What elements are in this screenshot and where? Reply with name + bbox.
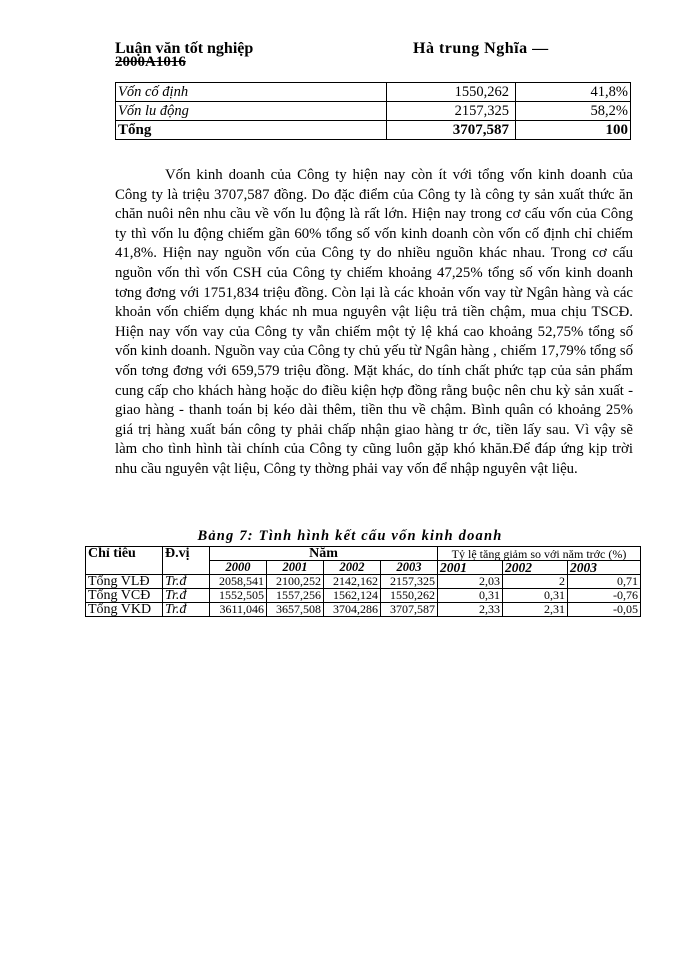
- cell-value: 3611,046: [210, 603, 267, 617]
- row-percent: 100: [516, 121, 631, 140]
- row-name: Tổng VKD: [86, 603, 163, 617]
- cell-ratio: -0,05: [568, 603, 641, 617]
- table-row: [116, 102, 631, 121]
- body-paragraph: Vốn kinh doanh của Công ty hiện nay còn ít với tổng vốn kinh doanh của Công ty là triệu 3707,587 đồng. Do đặc điểm của Công ty là công ty sản xuất thức ăn chăn nuôi nên nhu cầu về vốn lu động là rất lớn. Hiện nay trong cơ cấu vốn của Công ty thì vốn lu động chiếm gần 60% tổng số vốn kinh doanh còn vốn cố định chỉ chiếm 41,8%. Hiện nay nguồn vốn của Công ty do nhiều nguồn khác nhau. Trong cơ cấu nguồn vốn thì vốn CSH của Công ty chiếm khoảng 47,25% tổng số vốn kinh doanh tơng đơng với 1751,834 triệu đồng. Còn lại là các khoản vốn vay từ Ngân hàng và các khoản vốn chiếm dụng khác nh mua nguyên vật liệu trả tiền chậm, mua chịu TSCĐ. Hiện nay vốn vay của Công ty vẫn chiếm một tỷ lệ khá cao khoảng 52,75% tổng số vốn kinh doanh. Nguồn vay của Công ty chủ yếu từ Ngân hàng , chiếm 17,79% tổng số vốn tơng đơng với 659,579 triệu đồng. Mặt khác, do tính chất phức tạp của sản phẩm cung cấp cho khách hàng hoặc do điều kiện hợp đồng rằng buộc nên chu kỳ sản xuất - giao hàng - thanh toán bị kéo dài thêm, tiền thu về chậm. Bình quân có khoảng 25% giá trị hàng xuất bán công ty phải chấp nhận giao hàng tr ớc, tiền lấy sau. Vì vậy sẽ làm cho tình hình tài chính của Công ty cũng luôn gặp khó khăn.Để đáp ứng kịp trời nhu cầu nguyên vật liệu, Công ty thờng phải vay vốn để nhập nguyên vật liệu.: [115, 167, 633, 477]
- row-unit: Tr.đ: [163, 575, 210, 589]
- row-label: Vốn lu động: [116, 102, 387, 121]
- row-label: Vốn cố định: [116, 83, 387, 102]
- ratio-year-header: 2001: [438, 561, 503, 575]
- table-row: [86, 603, 641, 617]
- cell-value: 2058,541: [210, 575, 267, 589]
- row-unit: Tr.đ: [163, 589, 210, 603]
- year-header: 2001: [267, 561, 324, 575]
- row-value: 2157,325: [387, 102, 516, 121]
- table-row: [86, 575, 641, 589]
- row-unit: Tr.đ: [163, 603, 210, 617]
- cell-value: 1550,262: [381, 589, 438, 603]
- table-header-row: [86, 547, 641, 561]
- header-code: 2000A1016: [115, 54, 186, 70]
- cell-value: 3704,286: [324, 603, 381, 617]
- year-header: 2000: [210, 561, 267, 575]
- cell-value: 2100,252: [267, 575, 324, 589]
- page-header: [115, 38, 635, 74]
- table-row: [116, 83, 631, 102]
- cell-value: 2157,325: [381, 575, 438, 589]
- cell-value: 1557,256: [267, 589, 324, 603]
- cell-ratio: 0,71: [568, 575, 641, 589]
- table-row: [86, 589, 641, 603]
- cell-value: 3657,508: [267, 603, 324, 617]
- cell-value: 1552,505: [210, 589, 267, 603]
- header-thesis-label: Luận văn tốt nghiệp: [115, 40, 254, 57]
- row-label: Tổng: [116, 121, 387, 140]
- ratio-year-header: 2003: [568, 561, 641, 575]
- year-header: 2003: [381, 561, 438, 575]
- table-caption: Bảng 7: Tình hình kết cấu vốn kinh doanh: [197, 528, 503, 544]
- year-header: 2002: [324, 561, 381, 575]
- cell-ratio: 2,31: [503, 603, 568, 617]
- cell-ratio: 0,31: [503, 589, 568, 603]
- cell-ratio: 2,33: [438, 603, 503, 617]
- cell-value: 3707,587: [381, 603, 438, 617]
- cell-ratio: 2: [503, 575, 568, 589]
- col-unit: Đ.vị: [163, 547, 210, 575]
- row-value: 1550,262: [387, 83, 516, 102]
- cell-value: 2142,162: [324, 575, 381, 589]
- capital-trend-table: [85, 546, 641, 617]
- ratio-year-header: 2002: [503, 561, 568, 575]
- cell-ratio: -0,76: [568, 589, 641, 603]
- cell-ratio: 0,31: [438, 589, 503, 603]
- table-row-total: [116, 121, 631, 140]
- col-ratio: Tỷ lệ tăng giảm so với năm trớc (%): [438, 547, 641, 561]
- col-year: Năm: [210, 547, 438, 561]
- cell-ratio: 2,03: [438, 575, 503, 589]
- row-name: Tổng VCĐ: [86, 589, 163, 603]
- row-value: 3707,587: [387, 121, 516, 140]
- header-author: Hà trung Nghĩa —: [413, 40, 549, 57]
- row-percent: 58,2%: [516, 102, 631, 121]
- row-percent: 41,8%: [516, 83, 631, 102]
- row-name: Tổng VLĐ: [86, 575, 163, 589]
- cell-value: 1562,124: [324, 589, 381, 603]
- capital-structure-table: [115, 82, 631, 140]
- col-indicator: Chỉ tiêu: [86, 547, 163, 575]
